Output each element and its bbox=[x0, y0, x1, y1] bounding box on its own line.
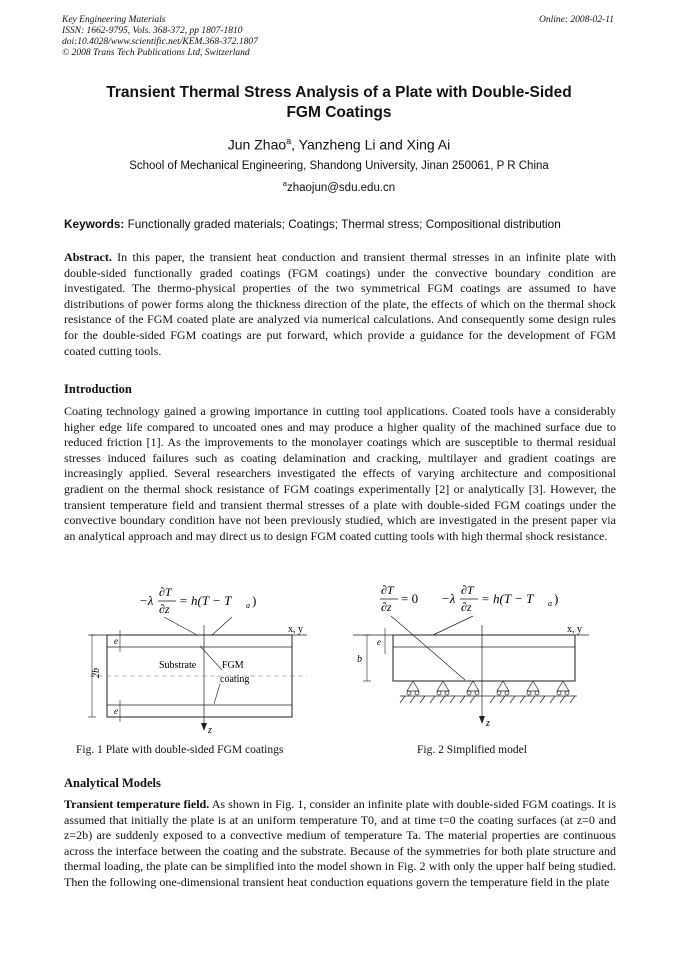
figure-2 bbox=[345, 580, 605, 740]
fig2-plate bbox=[393, 635, 575, 681]
fig1-label-2b: 2b bbox=[91, 668, 102, 678]
analytical-body: As shown in Fig. 1, consider an infinite plate with double-sided FGM coatings. It is assumed that initially the plate is at an uniform temperature T0, and at time t=0 the coating surfaces (at z=0 and z=2b) are suddenly exposed to a convective medium of temperature Ta. The material properties are continuous across the interface between the coating and the substrate. Because of the symmetries for both plate structure and thermal loading, the plate can be simplified into the model shown in Fig. 2 with only the upper half being studied. Then the following one-dimensional transient heat conduction equations govern the temperature field in the plate bbox=[64, 797, 617, 889]
fig2-axis-xy: x, y bbox=[567, 624, 582, 635]
fig2-eq2-den: ∂z bbox=[461, 600, 472, 614]
fig2-label-e: e bbox=[377, 637, 381, 647]
fig2-eq2-close: ) bbox=[554, 591, 559, 606]
transient-temperature-label: Transient temperature field. bbox=[64, 797, 210, 811]
doi-line: doi:10.4028/www.scientific.net/KEM.368-372.1807 bbox=[62, 37, 258, 47]
abstract-label: Abstract. bbox=[64, 250, 112, 264]
fig1-eq-sub: a bbox=[246, 601, 250, 610]
fig1-label-coating: coating bbox=[220, 674, 250, 685]
keywords bbox=[64, 217, 616, 231]
fig1-eq-num: ∂T bbox=[159, 585, 172, 599]
other-authors: , Yanzheng Li and Xing Ai bbox=[291, 136, 451, 153]
fig1-eq-den: ∂z bbox=[159, 602, 170, 616]
keywords-label: Keywords: bbox=[64, 217, 125, 231]
analytical-heading: Analytical Models bbox=[64, 776, 161, 790]
email-address: zhaojun@sdu.edu.cn bbox=[286, 181, 396, 194]
fig1-eq-close: ) bbox=[252, 593, 257, 608]
fig1-label-fgm: FGM bbox=[222, 660, 244, 671]
affiliation: School of Mechanical Engineering, Shandong University, Jinan 250061, P R China bbox=[129, 160, 549, 172]
fig1-eq-lambda: −λ bbox=[139, 593, 154, 608]
keywords-text: Functionally graded materials; Coatings; Thermal stress; Compositional distribution bbox=[124, 217, 561, 231]
journal-name: Key Engineering Materials bbox=[62, 15, 166, 25]
issn-line: ISSN: 1662-9795, Vols. 368-372, pp 1807-1810 bbox=[62, 26, 243, 36]
fig2-eq2-num: ∂T bbox=[461, 583, 474, 597]
email bbox=[62, 179, 616, 194]
fig2-axis-z: z bbox=[486, 718, 490, 729]
fig1-label-substrate: Substrate bbox=[159, 660, 197, 671]
fig2-eq1-rhs: = 0 bbox=[401, 591, 419, 606]
figure-2-caption: Fig. 2 Simplified model bbox=[417, 744, 527, 756]
fig1-label-e-bottom: e bbox=[114, 706, 118, 716]
figure-1-caption: Fig. 1 Plate with double-sided FGM coatings bbox=[76, 744, 284, 756]
fig2-eq1-num: ∂T bbox=[381, 583, 394, 597]
paper-title bbox=[62, 83, 616, 123]
fig1-label-e-top: e bbox=[114, 636, 118, 646]
introduction-text: Coating technology gained a growing importance in cutting tool applications. Coated tools have a considerably higher edge life compared to uncoated ones and may produce a higher quality of the machined surface due to reduced friction [1]. As the improvements to the monolayer coatings which are susceptible to thermal residual stresses induced failures such as coating delamination and cracking, multilayer and gradient coatings are increasingly applied. Several researchers investigated the effects of varying architecture and compositional gradient on the thermal shock resistance of FGM coatings experimentally [2] or analytically [3]. However, the transient temperature field and transient thermal stresses of a plate with double-sided FGM coatings under the convective boundary condition have not been previously studied, which are investigated in the present paper via an analytical approach and may direct us to design FGM coated cutting tools with high thermal shock resistance. bbox=[64, 404, 616, 543]
fig2-eq2-lambda: −λ bbox=[441, 591, 456, 606]
journal-header bbox=[62, 15, 258, 59]
fig2-eq2-sub: a bbox=[548, 599, 552, 608]
fig2-label-b: b bbox=[357, 654, 362, 665]
fig1-eq-rhs: = h(T − T bbox=[179, 593, 232, 608]
title-line-1: Transient Thermal Stress Analysis of a Plate with Double-Sided bbox=[106, 84, 572, 101]
fig1-axis-xy: x, y bbox=[288, 624, 303, 635]
author-1-sup: a bbox=[286, 136, 292, 146]
title-line-2: FGM Coatings bbox=[286, 104, 392, 121]
copyright-line: © 2008 Trans Tech Publications Ltd, Switzerland bbox=[62, 48, 250, 58]
abstract bbox=[64, 250, 616, 359]
introduction-heading: Introduction bbox=[64, 382, 132, 396]
author-1: Jun Zhao bbox=[227, 136, 287, 153]
online-date: Online: 2008-02-11 bbox=[538, 15, 614, 25]
fig2-eq1-den: ∂z bbox=[381, 600, 392, 614]
abstract-text: In this paper, the transient heat conduction and transient thermal stresses in an infinite plate with double-sided functionally graded coatings (FGM coatings) under the convective boundary condition are investigated. The thermo-physical properties of the two symmetrical FGM coatings are assumed to have distributions of power forms along the thickness direction of the plate, the effects of which on the thermal shock resistance of the FGM coated plate are analyzed via numerical calculations. And consequently some design rules for the double-sided FGM coatings are put forward, which provide a guidance for the development of FGM coated cutting tools. bbox=[64, 250, 616, 358]
email-sup: a bbox=[282, 179, 287, 188]
figure-1 bbox=[82, 580, 322, 742]
analytical-text bbox=[64, 797, 616, 891]
fig1-axis-z: z bbox=[208, 725, 212, 736]
fig2-eq2-rhs: = h(T − T bbox=[481, 591, 534, 606]
fig2-roller-supports bbox=[400, 681, 577, 703]
authors bbox=[62, 136, 616, 153]
